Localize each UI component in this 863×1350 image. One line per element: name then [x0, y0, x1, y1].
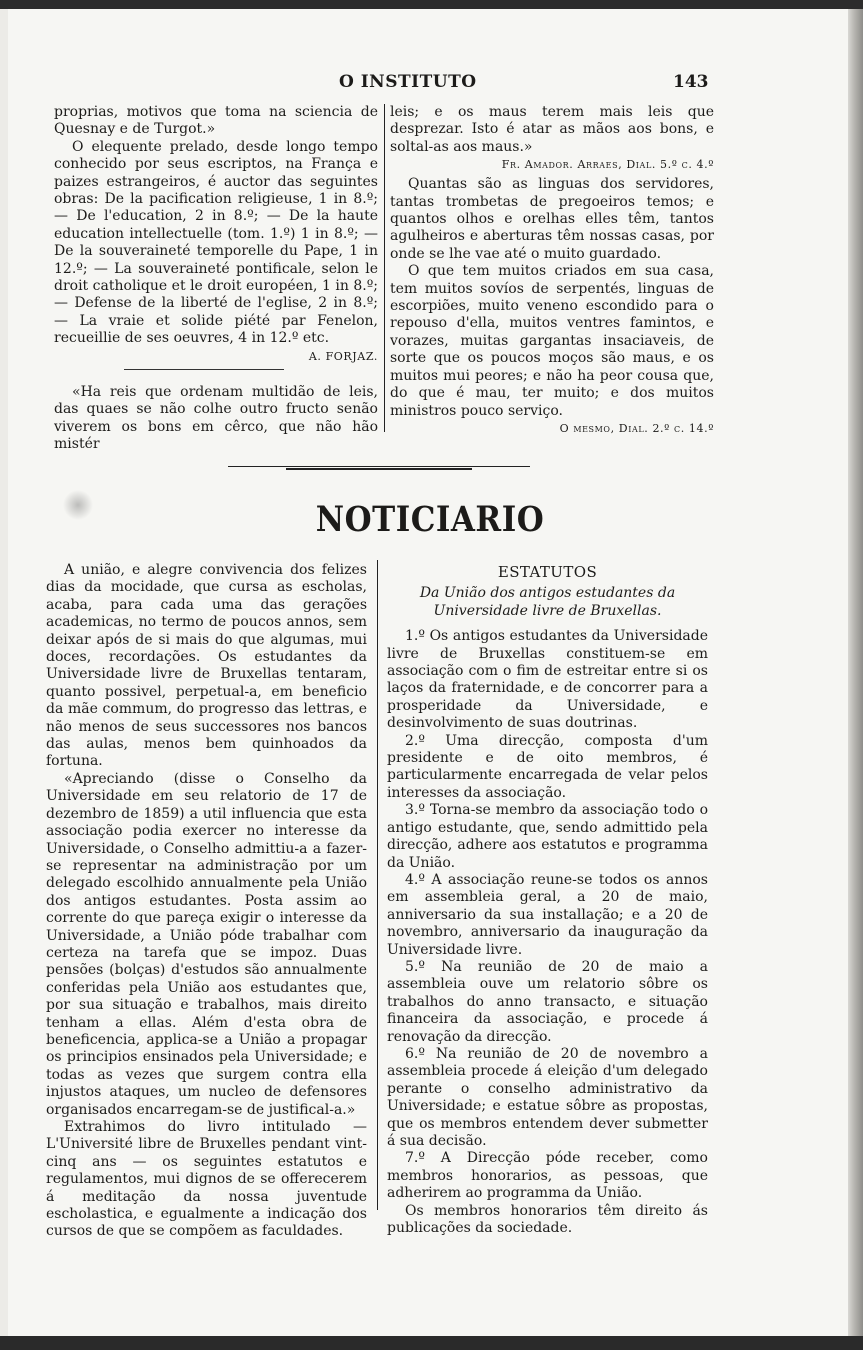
paragraph: proprias, motivos que toma na sciencia de Quesnay e de Turgot.» — [54, 104, 378, 138]
paragraph-text: O elequente prelado, desde longo tempo conhecido por seus escriptos, na França e paizes estrangeiros, é auctor das seguintes obras: De la pacification religieuse, 1 in 8.º; — De l'education, 2 in 8.º; — De la haute education intellectuelle (tom. 1.º) 1 in 8.º; — De la souveraineté temporelle du Pape, 1 in 12.º; — La souveraineté pontificale, selon le droit catholique et le droit européen, 1 in 8.º; — Defense de la liberté de l'eglise, 2 in 8.º; — La vraie et solide piété par Fenelon, recueillie de ses oeuvres, 4 in 12.º etc. — [54, 138, 378, 347]
article: 5.º Na reunião de 20 de maio a assembleia ouve um relatorio sôbre os trabalhos do anno transacto, e situação financeira da associação, e procede á renovação da direcção. — [387, 958, 708, 1045]
article: 7.º A Direcção póde receber, como membros honorarios, as pessoas, que adherirem ao programma da União. — [387, 1150, 708, 1202]
statutes-subtitle: Da União dos antigos estudantes da Universidade livre de Bruxellas. — [419, 585, 676, 619]
paragraph — [390, 104, 714, 172]
article: 1.º Os antigos estudantes da Universidade livre de Bruxellas constituem-se em associação com o fim de estreitar entre si os laços da fraternidade, e de concorrer para a prosperidade da Universidade, e desinvolvimento de suas doutrinas. — [387, 628, 708, 732]
top-border — [0, 0, 863, 9]
statutes-heading: ESTATUTOS — [497, 563, 598, 581]
paragraph-text: leis; e os maus terem mais leis que desprezar. Isto é atar as mãos aos bons, e soltal-as aos maus.» — [390, 104, 714, 155]
attribution: O mesmo, Dial. 2.º c. 14.º — [559, 421, 714, 435]
top-right-column — [390, 104, 714, 437]
paragraph: A união, e alegre convivencia dos felizes dias da mocidade, que cursa as escholas, acaba, para cada uma das gerações academicas, no termo de poucos annos, sem deixar após de si mais do que algumas, mui doces, recordações. Os estudantes da Universidade livre de Bruxellas tentaram, quanto possivel, perpetual-a, em beneficio da mãe commum, do progresso das lettras, e não menos de seus successores nos bancos das aulas, menos bem quinhoados da fortuna. — [46, 562, 367, 770]
article: 2.º Uma direcção, composta d'um presidente e de oito membros, é particularmente encarregada de velar pelos interesses da associação. — [387, 732, 708, 801]
article: 4.º A associação reune-se todos os annos em assembleia geral, a 20 de maio, anniversario da sua installação; e a 20 de novembro, anniversario da inauguração da Universidade livre. — [387, 871, 708, 958]
bottom-right-column — [387, 562, 708, 1237]
top-left-column — [54, 104, 378, 453]
column-divider — [377, 560, 378, 1210]
page-edge — [848, 9, 863, 1336]
attribution: Fr. Amador. Arraes, Dial. 5.º c. 4.º — [501, 158, 714, 172]
running-title: O INSTITUTO — [339, 72, 477, 92]
signature: A. FORJAZ. — [308, 349, 378, 363]
page-header — [0, 72, 863, 100]
column-divider — [384, 104, 385, 432]
separator-rule — [124, 369, 284, 370]
bottom-left-column — [46, 562, 367, 1241]
page-number: 143 — [673, 72, 709, 92]
paragraph — [390, 263, 714, 435]
article: 6.º Na reunião de 20 de novembro a assembleia procede á eleição d'um delegado perante o conselho administrativo da Universidade; e estatue sôbre as propostas, que os membros entendem dever submetter á sua decisão. — [387, 1045, 708, 1149]
article: 3.º Torna-se membro da associação todo o antigo estudante, que, sendo admittido pela direcção, adhere aos estatutos e programma da União. — [387, 802, 708, 871]
paragraph: «Apreciando (disse o Conselho da Universidade em seu relatorio de 17 de dezembro de 1859) a util influencia que esta associação podia exercer no interesse da Universidade, o Conselho admittiu-a a fazer-se representar na administração por um delegado escolhido annualmente pela União dos antigos estudantes. Posta assim ao corrente do que pareça exigir o interesse da Universidade, a União póde trabalhar com certeza na tarefa que se impoz. Duas pensões (bolças) d'estudos são annualmente conferidas pela União aos estudantes que, por sua situação e trabalhos, mais direito tenham a ellas. Além d'esta obra de beneficencia, applica-se a União a propagar os principios ensinados pela Universidade; e todas as vezes que surgem contra ella injustos ataques, um nucleo de defensores organisados encarregam-se de justifical-a.» — [46, 770, 367, 1118]
paragraph: Extrahimos do livro intitulado — L'Université libre de Bruxelles pendant vint-cinq ans — os seguintes estatutos e regulamentos, mui dignos de se offerecerem á meditação da nossa juventude escholastica, e egualmente a indicação dos cursos de que se compõem as faculdades. — [46, 1119, 367, 1240]
quote-paragraph: «Ha reis que ordenam multidão de leis, das quaes se não colhe outro fructo senão viverem os bons em cêrco, que não hão mistér — [54, 383, 378, 452]
ink-smudge — [58, 490, 98, 520]
paragraph: Quantas são as linguas dos servidores, tantas trombetas de pregoeiros temos; e quantos olhos e orelhas elles têm, tantos agulheiros e aberturas têm nossas casas, por onde se lhe vae até o muito guardado. — [390, 176, 714, 262]
section-rule-thin — [228, 466, 530, 467]
bottom-border — [0, 1336, 863, 1350]
section-title: NOTICIARIO — [315, 499, 545, 541]
paragraph — [54, 138, 378, 363]
paragraph-text: O que tem muitos criados em sua casa, tem muitos sovíos de serpentés, linguas de escorpiões, muito veneno escondido para o repouso d'ella, muitos ventres famintos, e vorazes, muitas gargantas insaciaveis, de sorte que os poucos moços são maus, e os muitos mui peores; e não ha peor cousa que, do que é mau, ter muito; e dos muitos ministros pouco serviço. — [390, 263, 714, 419]
article: Os membros honorarios têm direito ás publicações da sociedade. — [387, 1202, 708, 1237]
section-rule-thick — [286, 468, 472, 470]
